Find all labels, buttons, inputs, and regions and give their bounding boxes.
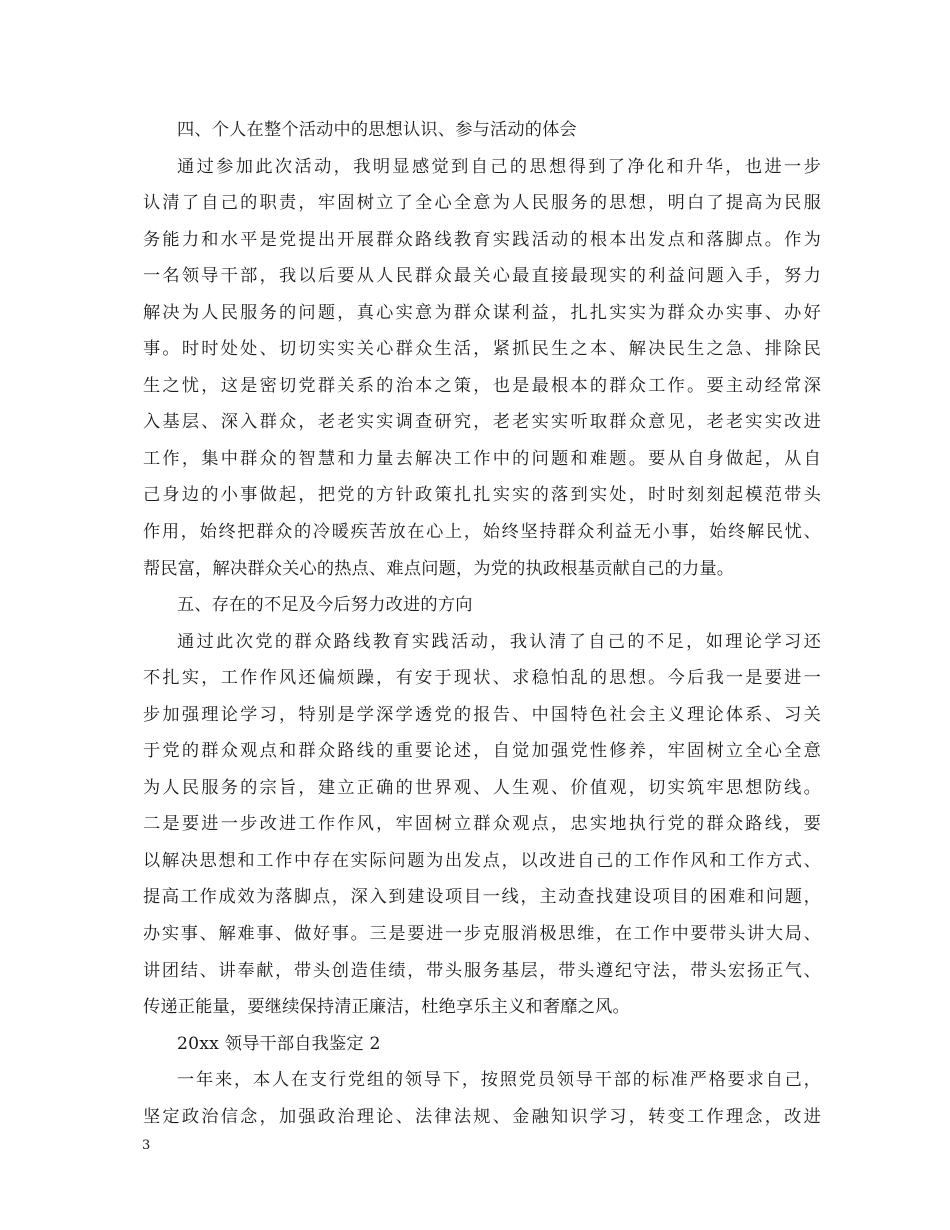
text-line: 坚定政治信念，加强政治理论、法律法规、金融知识学习，转变工作理念，改进: [143, 1106, 821, 1127]
text-line: 通过参加此次活动，我明显感觉到自己的思想得到了净化和升华，也进一步: [177, 156, 821, 177]
text-line: 20xx 领导干部自我鉴定 2: [177, 1033, 381, 1054]
text-line: 不扎实，工作作风还偏烦躁，有安于现状、求稳怕乱的思想。今后我一是要进一: [143, 668, 821, 689]
text-line: 五、存在的不足及今后努力改进的方向: [177, 595, 473, 616]
text-line: 己身边的小事做起，把党的方针政策扎扎实实的落到实处，时时刻刻起模范带头: [143, 485, 821, 506]
text-line: 四、个人在整个活动中的思想认识、参与活动的体会: [177, 120, 577, 140]
text-line: 解决为人民服务的问题，真心实意为群众谋利益，扎扎实实为群众办实事、办好: [143, 302, 821, 323]
text-line: 提高工作成效为落脚点，深入到建设项目一线，主动查找建设项目的困难和问题，: [143, 887, 821, 908]
text-line: 工作，集中群众的智慧和力量去解决工作中的问题和难题。要从自身做起，从自: [143, 448, 821, 469]
text-line: 帮民富，解决群众关心的热点、难点问题，为党的执政根基贡献自己的力量。: [143, 558, 735, 579]
text-line: 二是要进一步改进工作作风，牢固树立群众观点，忠实地执行党的群众路线，要: [143, 814, 821, 835]
text-line: 认清了自己的职责，牢固树立了全心全意为人民服务的思想，明白了提高为民服: [143, 193, 821, 214]
text-line: 通过此次党的群众路线教育实践活动，我认清了自己的不足，如理论学习还: [177, 631, 821, 652]
text-line: 一年来，本人在支行党组的领导下，按照党员领导干部的标准严格要求自己，: [177, 1070, 821, 1091]
text-line: 以解决思想和工作中存在实际问题为出发点，以改进自己的工作作风和工作方式、: [143, 850, 821, 871]
text-line: 办实事、解难事、做好事。三是要进一步克服消极思维，在工作中要带头讲大局、: [143, 924, 821, 945]
document-body: [143, 112, 821, 1135]
text-line: 一名领导干部，我以后要从人民群众最关心最直接最现实的利益问题入手，努力: [143, 266, 821, 287]
text-line: 事。时时处处、切切实实关心群众生活，紧抓民生之本、解决民生之急、排除民: [143, 339, 821, 360]
text-line: 步加强理论学习，特别是学深学透党的报告、中国特色社会主义理论体系、习关: [143, 704, 821, 725]
text-line: 务能力和水平是党提出开展群众路线教育实践活动的根本出发点和落脚点。作为: [143, 229, 821, 250]
text-line: 入基层、深入群众，老老实实调查研究，老老实实听取群众意见，老老实实改进: [143, 412, 821, 433]
text-line: 讲团结、讲奉献，带头创造佳绩，带头服务基层，带头遵纪守法，带头宏扬正气、: [143, 960, 821, 981]
page-number: 3: [142, 1138, 151, 1153]
text-line: 于党的群众观点和群众路线的重要论述，自觉加强党性修养，牢固树立全心全意: [143, 741, 821, 762]
text-line: 为人民服务的宗旨，建立正确的世界观、人生观、价值观，切实筑牢思想防线。: [143, 777, 821, 798]
text-line: 作用，始终把群众的冷暖疾苦放在心上，始终坚持群众利益无小事，始终解民忧、: [143, 522, 821, 543]
text-line: 传递正能量，要继续保持清正廉洁，杜绝享乐主义和奢靡之风。: [143, 997, 630, 1018]
text-line: 生之忧，这是密切党群关系的治本之策，也是最根本的群众工作。要主动经常深: [143, 375, 821, 396]
